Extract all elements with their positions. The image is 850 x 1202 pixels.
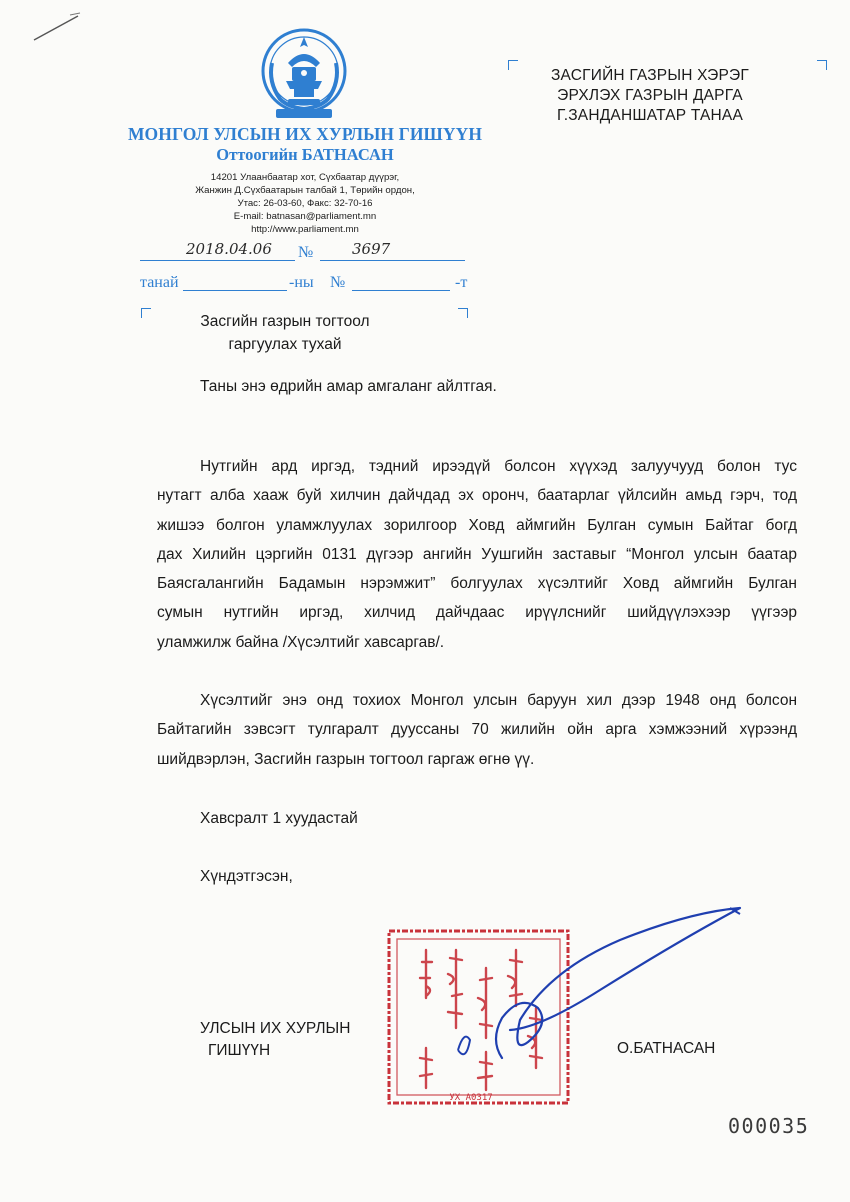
your-ref-number-underline: [352, 290, 450, 291]
letterhead-email: E-mail: batnasan@parliament.mn: [233, 211, 377, 222]
signatory-title: [200, 1018, 350, 1062]
addressee-line3: Г.ЗАНДАНШАТАР ТАНАА: [557, 107, 743, 124]
paragraph-1-line: уламжилж байна /Хүсэлтийг хавсаргав/.: [157, 633, 445, 651]
pen-scratch-mark: [30, 10, 85, 45]
your-ref-of-label: -ны: [289, 274, 314, 291]
subject-line1: Засгийн газрын тогтоол: [200, 313, 370, 330]
reference-number-underline: [320, 260, 465, 261]
paragraph-1-line: дах Хилийн цэргийн 0131 дүгээр ангийн Уушгийн заставыг “Монгол улсын баатар: [157, 545, 797, 563]
document-number: 000035: [728, 1114, 810, 1138]
signatory-name: О.БАТНАСАН: [617, 1040, 716, 1057]
reference-date: 2018.04.06: [186, 240, 272, 258]
paragraph-2-line: Хүсэлтийг энэ онд тохиох Монгол улсын баруун хил дээр 1948 онд болсон: [200, 692, 797, 709]
paragraph-1-line: сумын нутгийн иргэд, хилчид дайчдаас ирүүлснийг шийдүүлэхээр үүгээр: [157, 604, 797, 622]
your-ref-date-underline: [183, 290, 287, 291]
subject-block: [160, 310, 410, 356]
signatory-title-line1: УЛСЫН ИХ ХУРЛЫН: [200, 1020, 351, 1037]
addressee-corner-right: [817, 60, 827, 70]
letterhead-organization: МОНГОЛ УЛСЫН ИХ ХУРЛЫН ГИШҮҮН: [127, 124, 483, 144]
your-ref-number-sign: №: [330, 274, 346, 291]
letterhead-website: http://www.parliament.mn: [251, 224, 359, 235]
stamp-serial: УХ А0317: [449, 1093, 493, 1103]
addressee-block: [505, 66, 795, 126]
your-ref-to-label: -т: [455, 274, 468, 291]
signatory-title-line2: ГИШҮҮН: [208, 1042, 271, 1059]
subject-corner-left: [141, 308, 151, 318]
paragraph-1-line: Баясгалангийн Бадамын нэрэмжит” болгуулах хүсэлтийг Ховд аймгийн Булган: [157, 575, 797, 593]
attachment-note: Хавсралт 1 хуудастай: [200, 810, 358, 827]
your-ref-label: танай: [140, 274, 179, 291]
paragraph-2-line: шийдвэрлэн, Засгийн газрын тогтоол гаргаж өгнө үү.: [157, 750, 535, 768]
letterhead-phone-fax: Утас: 26-03-60, Факс: 32-70-16: [237, 198, 373, 209]
paragraph-1-line: жишээ болгон уламжлуулах зорилгоор Ховд аймгийн Булган сумын Байтаг богд: [157, 516, 797, 534]
reference-number: 3697: [352, 240, 391, 258]
paragraph-1-line: Нутгийн ард иргэд, тэдний ирээдүй болсон хүүхэд залуучууд болон тус: [200, 458, 797, 475]
addressee-line2: ЭРХЛЭХ ГАЗРЫН ДАРГА: [557, 87, 743, 104]
reference-date-underline: [140, 260, 295, 261]
addressee-line1: ЗАСГИЙН ГАЗРЫН ХЭРЭГ: [551, 67, 749, 84]
subject-line2: гаргуулах тухай: [228, 336, 342, 353]
letterhead-member-name: Оттоогийн БАТНАСАН: [216, 145, 394, 164]
paragraph-2: [157, 686, 797, 774]
paragraph-1-line: нутагт алба хааж буй хилчин дайчдад эх оронч, баатарлаг үйлсийн амьд гэрч, тод: [157, 487, 797, 505]
greeting: Таны энэ өдрийн амар амгаланг айлтгая.: [200, 378, 497, 395]
letterhead-address-line1: 14201 Улаанбаатар хот, Сүхбаатар дүүрэг,: [210, 172, 400, 183]
letterhead-address-line2: Жанжин Д.Сүхбаатарын талбай 1, Төрийн ордон,: [195, 185, 415, 196]
reference-number-sign: №: [298, 244, 314, 261]
state-emblem-icon: [258, 27, 350, 122]
paragraph-1: [157, 452, 797, 657]
subject-corner-right: [458, 308, 468, 318]
closing: Хүндэтгэсэн,: [200, 868, 293, 885]
paragraph-2-line: Байтагийн зэвсэгт тулгаралт дууссаны 70 жилийн ойн арга хэмжээний хүрээнд: [157, 721, 797, 739]
